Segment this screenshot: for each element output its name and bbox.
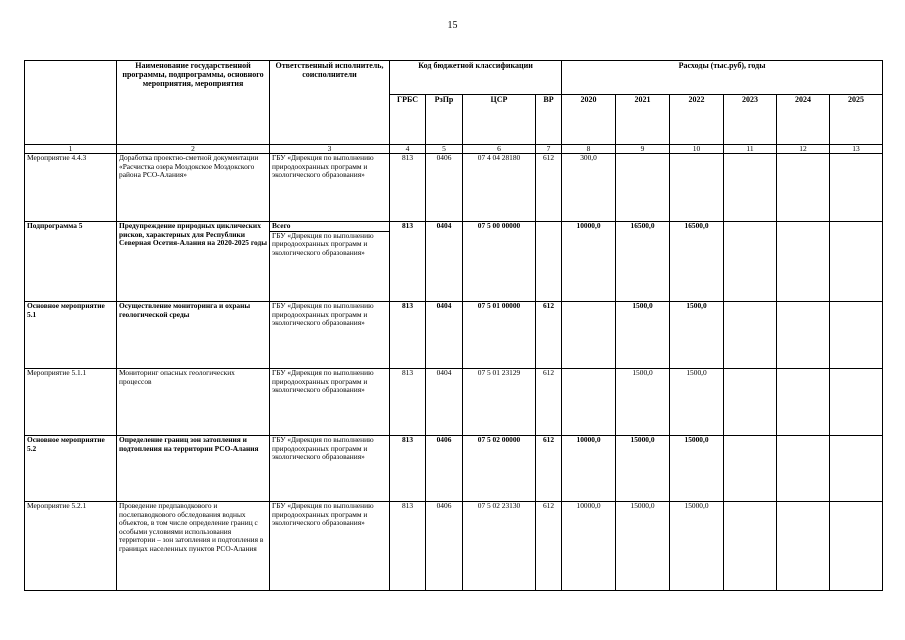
page-number: 15 — [447, 20, 458, 31]
column-number: 6 — [463, 145, 536, 154]
row-year-value: 15000,0 — [670, 436, 724, 502]
row-year-value — [562, 302, 616, 369]
row-grbs: 813 — [390, 369, 426, 436]
row-year-value: 16500,0 — [670, 222, 724, 302]
row-vr: 612 — [536, 436, 562, 502]
row-responsible: ГБУ «Дирекция по выполнению природоохранных программ и экологического образования» — [272, 301, 374, 328]
header-year: 2023 — [724, 95, 777, 145]
row-vr — [536, 222, 562, 302]
row-responsible: ГБУ «Дирекция по выполнению природоохранных программ и экологического образования» — [272, 501, 374, 528]
row-grbs: 813 — [390, 502, 426, 591]
table-row — [25, 369, 883, 436]
row-grbs: 813 — [390, 436, 426, 502]
program-table — [24, 60, 883, 591]
column-number: 1 — [25, 145, 117, 154]
row-id: Мероприятие 5.1.1 — [25, 369, 117, 436]
row-year-value: 10000,0 — [562, 222, 616, 302]
row-year-value — [777, 222, 830, 302]
row-id: Подпрограмма 5 — [25, 222, 117, 302]
table-row — [25, 436, 883, 502]
row-vr: 612 — [536, 302, 562, 369]
row-responsible-cell — [270, 369, 390, 436]
column-number: 7 — [536, 145, 562, 154]
header-budget-code: Код бюджетной классификации — [390, 61, 562, 95]
header-grbs: ГРБС — [390, 95, 426, 145]
row-year-value: 300,0 — [562, 154, 616, 222]
row-responsible-cell — [270, 154, 390, 222]
header-rzpr: РзПр — [426, 95, 463, 145]
row-id: Основное мероприятие 5.1 — [25, 302, 117, 369]
header-responsible: Ответственный исполнитель, соисполнители — [270, 61, 390, 145]
row-name: Проведение предпаводкового и послепаводкового обследования водных объектов, в том числе определение границ с особыми условиями использования территории – зон затопления и подтопления в границах населенных пунктов РСО-Алания — [117, 502, 270, 591]
row-rzpr: 0404 — [426, 302, 463, 369]
row-year-value — [777, 436, 830, 502]
row-year-value: 10000,0 — [562, 502, 616, 591]
row-responsible: ГБУ «Дирекция по выполнению природоохранных программ и экологического образования» — [272, 435, 374, 462]
row-year-value — [777, 502, 830, 591]
row-csr: 07 5 02 23130 — [463, 502, 536, 591]
row-rzpr: 0404 — [426, 222, 463, 302]
row-responsible-cell — [270, 302, 390, 369]
row-grbs: 813 — [390, 154, 426, 222]
row-year-value — [724, 154, 777, 222]
row-year-value — [830, 369, 883, 436]
row-total-label: Всего — [270, 222, 389, 232]
row-year-value — [724, 502, 777, 591]
row-name: Предупреждение природных циклических рисков, характерных для Республики Северная Осетия-Алания на 2020-2025 годы — [117, 222, 270, 302]
row-name: Мониторинг опасных геологических процессов — [117, 369, 270, 436]
row-year-value — [830, 436, 883, 502]
column-number: 2 — [117, 145, 270, 154]
row-csr: 07 5 00 00000 — [463, 222, 536, 302]
header-year: 2024 — [777, 95, 830, 145]
row-rzpr: 0404 — [426, 369, 463, 436]
table-row — [25, 502, 883, 591]
row-year-value — [670, 154, 724, 222]
header-year: 2025 — [830, 95, 883, 145]
row-responsible-cell — [270, 222, 390, 302]
row-year-value — [724, 222, 777, 302]
row-year-value — [777, 369, 830, 436]
row-grbs: 813 — [390, 222, 426, 302]
row-responsible: ГБУ «Дирекция по выполнению природоохранных программ и экологического образования» — [272, 153, 374, 180]
row-year-value — [724, 436, 777, 502]
header-year: 2021 — [616, 95, 670, 145]
row-rzpr: 0406 — [426, 436, 463, 502]
row-responsible-cell — [270, 436, 390, 502]
row-year-value — [724, 302, 777, 369]
row-id: Мероприятие 5.2.1 — [25, 502, 117, 591]
header-expenses: Расходы (тыс.руб), годы — [562, 61, 883, 95]
row-year-value — [562, 369, 616, 436]
table-row — [25, 302, 883, 369]
row-year-value: 15000,0 — [670, 502, 724, 591]
row-year-value — [777, 154, 830, 222]
row-year-value — [777, 302, 830, 369]
column-number-row — [25, 145, 883, 154]
column-number: 8 — [562, 145, 616, 154]
row-grbs: 813 — [390, 302, 426, 369]
row-name: Осуществление мониторинга и охраны геологической среды — [117, 302, 270, 369]
header-vr: ВР — [536, 95, 562, 145]
row-name: Доработка проектно-сметной документации «Расчистка озера Моздокское Моздокского района РСО-Алания» — [117, 154, 270, 222]
column-number: 4 — [390, 145, 426, 154]
row-year-value — [830, 302, 883, 369]
row-year-value: 1500,0 — [616, 302, 670, 369]
row-csr: 07 4 04 28180 — [463, 154, 536, 222]
row-year-value — [616, 154, 670, 222]
row-year-value: 10000,0 — [562, 436, 616, 502]
table-row — [25, 154, 883, 222]
row-year-value: 1500,0 — [670, 302, 724, 369]
row-id: Мероприятие 4.4.3 — [25, 154, 117, 222]
row-responsible: ГБУ «Дирекция по выполнению природоохранных программ и экологического образования» — [272, 368, 374, 395]
column-number: 13 — [830, 145, 883, 154]
row-id: Основное мероприятие 5.2 — [25, 436, 117, 502]
row-csr: 07 5 01 00000 — [463, 302, 536, 369]
row-year-value — [724, 369, 777, 436]
row-year-value: 1500,0 — [670, 369, 724, 436]
row-csr: 07 5 01 23129 — [463, 369, 536, 436]
row-vr: 612 — [536, 369, 562, 436]
row-year-value — [830, 154, 883, 222]
row-year-value — [830, 502, 883, 591]
row-responsible: ГБУ «Дирекция по выполнению природоохранных программ и экологического образования» — [272, 230, 374, 257]
row-name: Определение границ зон затопления и подтопления на территории РСО-Алания — [117, 436, 270, 502]
header-name: Наименование государственной программы, подпрограммы, основного мероприятия, мероприятия — [117, 61, 270, 145]
header-csr: ЦСР — [463, 95, 536, 145]
row-responsible-cell — [270, 502, 390, 591]
row-year-value: 15000,0 — [616, 502, 670, 591]
column-number: 5 — [426, 145, 463, 154]
column-number: 9 — [616, 145, 670, 154]
column-number: 11 — [724, 145, 777, 154]
row-rzpr: 0406 — [426, 154, 463, 222]
table-row — [25, 222, 883, 302]
row-vr: 612 — [536, 502, 562, 591]
header-year: 2022 — [670, 95, 724, 145]
row-year-value: 16500,0 — [616, 222, 670, 302]
header-col1 — [25, 61, 117, 145]
column-number: 10 — [670, 145, 724, 154]
row-rzpr: 0406 — [426, 502, 463, 591]
column-number: 12 — [777, 145, 830, 154]
column-number: 3 — [270, 145, 390, 154]
row-year-value: 15000,0 — [616, 436, 670, 502]
row-csr: 07 5 02 00000 — [463, 436, 536, 502]
row-vr: 612 — [536, 154, 562, 222]
row-year-value: 1500,0 — [616, 369, 670, 436]
header-year: 2020 — [562, 95, 616, 145]
row-year-value — [830, 222, 883, 302]
